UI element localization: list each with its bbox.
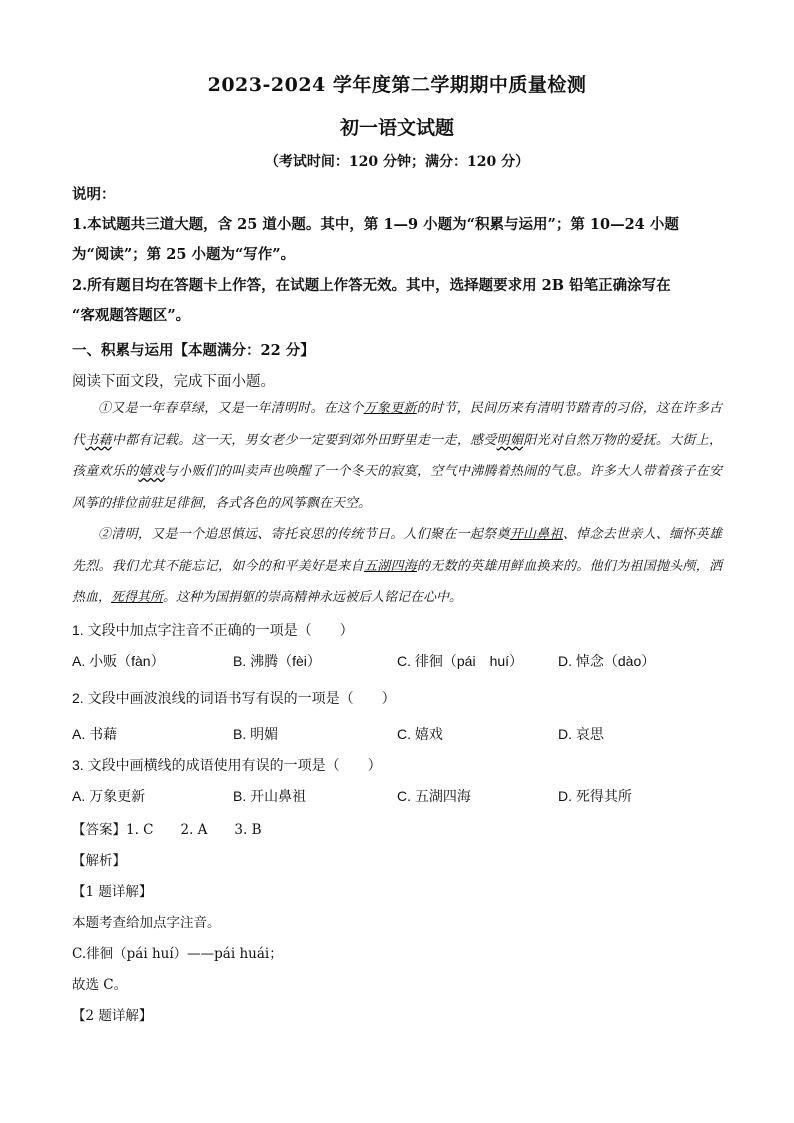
question-2-stem: 2. 文段中画波浪线的词语书写有误的一项是（ ） xyxy=(72,690,396,706)
answer-line xyxy=(72,818,732,838)
wavy-underlined-word: 明媚 xyxy=(496,432,524,448)
instructions-heading: 说明： xyxy=(72,186,116,203)
passage-text: 、悼念去世亲人、缅怀英雄先烈。我们尤其不能忘记，如今的和平美好是来自 xyxy=(72,527,722,574)
question-3-stem: 3. 文段中画横线的成语使用有误的一项是（ ） xyxy=(72,757,382,773)
question-1-option-b[interactable]: B. 沸腾（fèi） xyxy=(233,653,321,669)
underlined-idiom: 五湖四海 xyxy=(363,558,418,574)
passage-text: 与小贩们的叫卖声也唤醒了一个冬天的寂寞，空气中沸腾着热闹的气息。许多大人带着孩子在安风筝的排位前驻足徘徊，各式各色的风筝飘在天空。 xyxy=(72,464,722,511)
question-2-option-d[interactable]: D. 哀思 xyxy=(558,726,604,742)
q1-detail-line-3: 故选 C。 xyxy=(72,977,128,993)
exam-subtitle: 初一语文试题 xyxy=(339,117,454,139)
instruction-2-line-1: 2.所有题目均在答题卡上作答，在试题上作答无效。其中，选择题要求用 2B 铅笔正确涂写在 xyxy=(72,277,671,294)
question-2-option-c[interactable]: C. 嬉戏 xyxy=(397,726,443,742)
section-heading: 一、积累与运用【本题满分：22 分】 xyxy=(72,342,315,359)
passage-text: 的时节，民间历来有清明节踏青的习俗，这在许多古代 xyxy=(72,401,722,448)
answer-values: 1. C 2. A 3. B xyxy=(126,822,262,838)
exam-time-score: （考试时间：120 分钟；满分：120 分） xyxy=(264,154,530,170)
question-3-option-c[interactable]: C. 五湖四海 xyxy=(397,788,471,804)
question-1-option-a[interactable]: A. 小贩（fàn） xyxy=(72,653,165,669)
q1-detail-line-2: C.徘徊（pái huí）——pái huái； xyxy=(72,946,283,962)
answer-label: 【答案】 xyxy=(72,822,126,838)
instruction-1-line-2: 为“阅读”；第 25 小题为“写作”。 xyxy=(72,246,296,263)
wavy-underlined-word: 嬉戏 xyxy=(138,464,165,479)
instruction-1-line-1: 1.本试题共三道大题，含 25 道小题。其中，第 1—9 小题为“积累与运用”；第 10—24 小题 xyxy=(72,216,679,233)
passage-text: 阳光对自然万物的爱抚。大街上，孩童欢乐的 xyxy=(72,432,722,479)
q1-detail-heading: 【1 题详解】 xyxy=(72,884,153,900)
underlined-idiom: 万象更新 xyxy=(363,401,417,416)
wavy-underlined-word: 书藉 xyxy=(85,432,112,448)
passage-text: ①又是一年春草绿，又是一年清明时。在这个 xyxy=(98,401,364,416)
question-3-option-a[interactable]: A. 万象更新 xyxy=(72,788,146,804)
instruction-2-line-2: “客观题答题区”。 xyxy=(72,307,191,324)
underlined-idiom: 死得其所 xyxy=(111,590,164,605)
passage-paragraph-2 xyxy=(72,519,722,614)
passage-paragraph-1 xyxy=(72,393,722,519)
q2-detail-heading: 【2 题详解】 xyxy=(72,1008,153,1024)
passage-text: 中都有记载。这一天，男女老少一定要到郊外田野里走一走，感受 xyxy=(111,432,497,448)
q1-detail-line-1: 本题考查给加点字注音。 xyxy=(72,915,221,931)
question-2-option-b[interactable]: B. 明媚 xyxy=(233,726,279,742)
question-1-stem: 1. 文段中加点字注音不正确的一项是（ ） xyxy=(72,622,354,638)
analysis-label: 【解析】 xyxy=(72,853,126,869)
passage-text: 的无数的英雄用鲜血换来的。他们为祖国抛头颅，洒热血， xyxy=(72,558,722,605)
reading-passage xyxy=(72,393,722,614)
question-1-option-d[interactable]: D. 悼念（dào） xyxy=(558,653,656,669)
underlined-idiom: 开山鼻祖 xyxy=(509,527,563,542)
exam-title: 2023-2024 学年度第二学期期中质量检测 xyxy=(207,74,587,96)
question-3-option-b[interactable]: B. 开山鼻祖 xyxy=(233,788,307,804)
question-1-option-c[interactable]: C. 徘徊（pái huí） xyxy=(397,653,524,669)
passage-text: 。这种为国捐躯的崇高精神永远被后人铭记在心中。 xyxy=(163,590,463,605)
passage-text: ②清明，又是一个追思慎远、寄托哀思的传统节日。人们聚在一起祭奠 xyxy=(98,527,510,542)
question-2-option-a[interactable]: A. 书藉 xyxy=(72,726,118,742)
question-3-option-d[interactable]: D. 死得其所 xyxy=(558,788,632,804)
section-intro: 阅读下面文段，完成下面小题。 xyxy=(72,374,275,390)
